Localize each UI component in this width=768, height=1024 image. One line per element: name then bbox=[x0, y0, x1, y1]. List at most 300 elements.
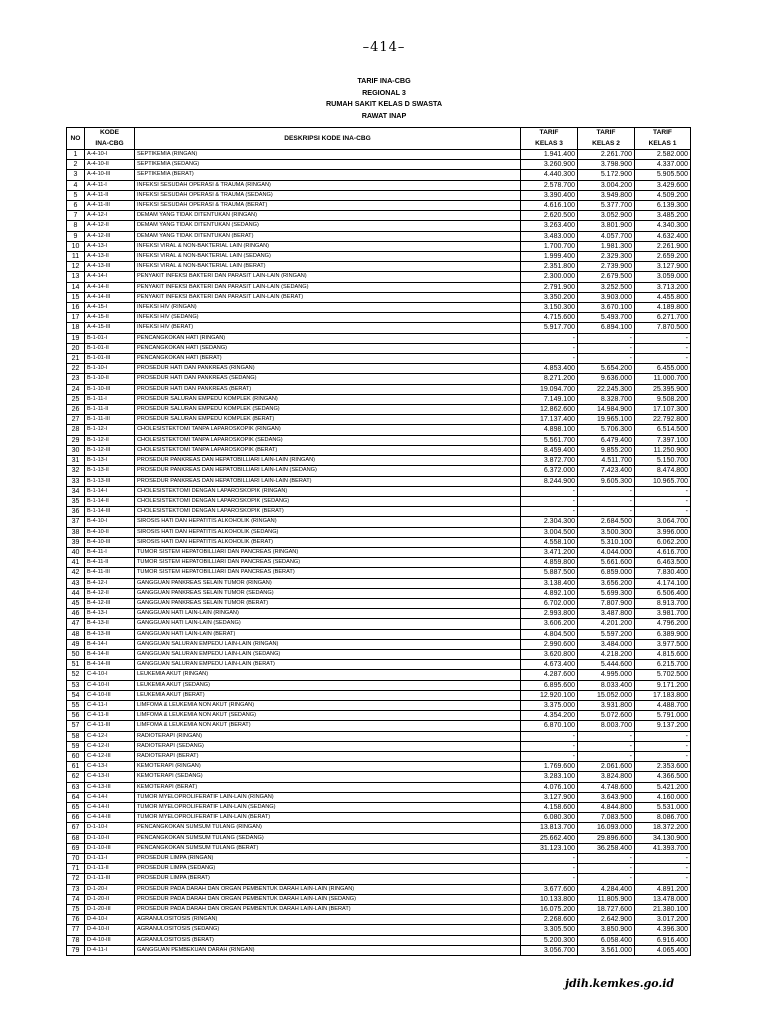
deskripsi: SIROSIS HATI DAN HEPATITIS ALKOHOLIK (BERAT) bbox=[135, 537, 521, 547]
tarif-kelas-3: 5.917.700 bbox=[521, 323, 578, 333]
tarif-kelas-1: 5.150.700 bbox=[635, 456, 691, 466]
header-kode: KODE bbox=[85, 128, 135, 139]
kode-ina-cbg: B-1-01-I bbox=[85, 333, 135, 343]
tarif-kelas-3: 3.004.500 bbox=[521, 527, 578, 537]
kode-ina-cbg: B-4-13-I bbox=[85, 609, 135, 619]
row-number: 76 bbox=[67, 915, 85, 925]
deskripsi: RADIOTERAPI (SEDANG) bbox=[135, 741, 521, 751]
tarif-kelas-1: 4.616.700 bbox=[635, 547, 691, 557]
kode-ina-cbg: B-4-10-III bbox=[85, 537, 135, 547]
deskripsi: RADIOTERAPI (BERAT) bbox=[135, 751, 521, 761]
table-row bbox=[67, 680, 691, 690]
row-number: 24 bbox=[67, 384, 85, 394]
row-number: 42 bbox=[67, 568, 85, 578]
table-row bbox=[67, 588, 691, 598]
deskripsi: GANGGUAN PANKREAS SELAIN TUMOR (RINGAN) bbox=[135, 578, 521, 588]
tarif-kelas-2: - bbox=[578, 864, 635, 874]
kode-ina-cbg: B-1-12-I bbox=[85, 425, 135, 435]
row-number: 67 bbox=[67, 823, 85, 833]
row-number: 63 bbox=[67, 782, 85, 792]
row-number: 71 bbox=[67, 864, 85, 874]
row-number: 41 bbox=[67, 558, 85, 568]
tarif-kelas-2: 6.859.000 bbox=[578, 568, 635, 578]
tarif-kelas-1: 7.397.100 bbox=[635, 435, 691, 445]
tarif-kelas-2: - bbox=[578, 874, 635, 884]
table-row bbox=[67, 211, 691, 221]
tarif-kelas-3: - bbox=[521, 496, 578, 506]
tarif-kelas-3: 3.677.600 bbox=[521, 884, 578, 894]
table-row bbox=[67, 639, 691, 649]
kode-ina-cbg: B-4-10-I bbox=[85, 517, 135, 527]
header-kelas1-sub: KELAS 1 bbox=[635, 139, 691, 150]
tarif-kelas-2: - bbox=[578, 854, 635, 864]
tarif-kelas-1: 5.531.000 bbox=[635, 803, 691, 813]
tarif-kelas-2: 3.004.200 bbox=[578, 180, 635, 190]
deskripsi: CHOLESISTEKTOMI TANPA LAPAROSKOPIK (RINGAN) bbox=[135, 425, 521, 435]
tarif-kelas-2: 11.805.900 bbox=[578, 894, 635, 904]
tarif-kelas-3: 3.606.200 bbox=[521, 619, 578, 629]
kode-ina-cbg: C-4-14-II bbox=[85, 803, 135, 813]
tarif-kelas-3: 17.137.400 bbox=[521, 415, 578, 425]
header-kelas2: TARIF bbox=[578, 128, 635, 139]
deskripsi: INFEKSI VIRAL & NON-BAKTERIAL LAIN (BERAT) bbox=[135, 262, 521, 272]
kode-ina-cbg: B-1-11-I bbox=[85, 394, 135, 404]
tarif-kelas-2: 3.801.900 bbox=[578, 221, 635, 231]
kode-ina-cbg: C-4-13-II bbox=[85, 772, 135, 782]
tarif-kelas-3: 5.887.500 bbox=[521, 568, 578, 578]
kode-ina-cbg: A-4-10-III bbox=[85, 170, 135, 180]
tarif-kelas-1: 3.981.700 bbox=[635, 609, 691, 619]
table-row bbox=[67, 435, 691, 445]
table-row bbox=[67, 619, 691, 629]
tarif-kelas-3: - bbox=[521, 731, 578, 741]
tarif-kelas-3: 3.872.700 bbox=[521, 456, 578, 466]
deskripsi: KEMOTERAPI (BERAT) bbox=[135, 782, 521, 792]
tarif-kelas-1: 18.372.200 bbox=[635, 823, 691, 833]
table-row bbox=[67, 190, 691, 200]
row-number: 44 bbox=[67, 588, 85, 598]
tarif-kelas-3: 2.578.700 bbox=[521, 180, 578, 190]
tarif-kelas-3: 4.158.600 bbox=[521, 803, 578, 813]
tarif-kelas-3: 3.375.000 bbox=[521, 700, 578, 710]
tarif-kelas-2: 5.310.100 bbox=[578, 537, 635, 547]
header-no: NO bbox=[67, 128, 85, 150]
deskripsi: CHOLESISTEKTOMI TANPA LAPAROSKOPIK (BERAT) bbox=[135, 445, 521, 455]
tarif-kelas-3: 4.287.600 bbox=[521, 670, 578, 680]
table-row bbox=[67, 751, 691, 761]
row-number: 75 bbox=[67, 905, 85, 915]
kode-ina-cbg: B-1-01-III bbox=[85, 354, 135, 364]
tarif-kelas-3: 1.700.700 bbox=[521, 241, 578, 251]
row-number: 11 bbox=[67, 252, 85, 262]
table-row bbox=[67, 180, 691, 190]
table-row bbox=[67, 843, 691, 853]
tarif-kelas-1: 4.796.200 bbox=[635, 619, 691, 629]
tarif-kelas-1: 4.632.400 bbox=[635, 231, 691, 241]
tarif-kelas-2: 7.083.500 bbox=[578, 813, 635, 823]
deskripsi: PROSEDUR PADA DARAH DAN ORGAN PEMBENTUK DARAH LAIN-LAIN (RINGAN) bbox=[135, 884, 521, 894]
tarif-kelas-1: 10.965.700 bbox=[635, 476, 691, 486]
deskripsi: DEMAM YANG TIDAK DITENTUKAN (RINGAN) bbox=[135, 211, 521, 221]
table-row bbox=[67, 670, 691, 680]
tarif-kelas-3: 4.558.100 bbox=[521, 537, 578, 547]
tarif-kelas-3: 3.138.400 bbox=[521, 578, 578, 588]
kode-ina-cbg: B-1-10-I bbox=[85, 364, 135, 374]
deskripsi: RADIOTERAPI (RINGAN) bbox=[135, 731, 521, 741]
tarif-kelas-3: 2.791.900 bbox=[521, 282, 578, 292]
row-number: 69 bbox=[67, 843, 85, 853]
kode-ina-cbg: A-4-10-I bbox=[85, 150, 135, 160]
tarif-kelas-2: 3.824.800 bbox=[578, 772, 635, 782]
tarif-kelas-3: 3.620.800 bbox=[521, 649, 578, 659]
tarif-kelas-1: 4.337.000 bbox=[635, 160, 691, 170]
deskripsi: TUMOR MYELOPROLIFERATIF LAIN-LAIN (BERAT) bbox=[135, 813, 521, 823]
tarif-kelas-3: 3.483.000 bbox=[521, 231, 578, 241]
page-number: –414– bbox=[362, 40, 406, 55]
tarif-kelas-3: - bbox=[521, 864, 578, 874]
row-number: 50 bbox=[67, 649, 85, 659]
table-row bbox=[67, 649, 691, 659]
kode-ina-cbg: D-1-10-I bbox=[85, 823, 135, 833]
kode-ina-cbg: B-4-10-II bbox=[85, 527, 135, 537]
tarif-kelas-3: 2.990.600 bbox=[521, 639, 578, 649]
row-number: 6 bbox=[67, 201, 85, 211]
kode-ina-cbg: B-1-11-II bbox=[85, 405, 135, 415]
tarif-kelas-1: 9.137.200 bbox=[635, 721, 691, 731]
kode-ina-cbg: A-4-14-I bbox=[85, 272, 135, 282]
kode-ina-cbg: C-4-14-III bbox=[85, 813, 135, 823]
deskripsi: PROSEDUR HATI DAN PANKREAS (RINGAN) bbox=[135, 364, 521, 374]
row-number: 58 bbox=[67, 731, 85, 741]
table-row bbox=[67, 343, 691, 353]
deskripsi: INFEKSI SESUDAH OPERASI & TRAUMA (RINGAN) bbox=[135, 180, 521, 190]
row-number: 16 bbox=[67, 303, 85, 313]
deskripsi: PENCANGKOKAN HATI (BERAT) bbox=[135, 354, 521, 364]
tarif-kelas-1: 2.261.900 bbox=[635, 241, 691, 251]
tarif-kelas-3: 2.351.800 bbox=[521, 262, 578, 272]
tarif-kelas-2: 8.033.400 bbox=[578, 680, 635, 690]
row-number: 3 bbox=[67, 170, 85, 180]
tarif-kelas-2: 2.739.900 bbox=[578, 262, 635, 272]
tarif-kelas-1: - bbox=[635, 741, 691, 751]
table-row bbox=[67, 731, 691, 741]
row-number: 39 bbox=[67, 537, 85, 547]
deskripsi: PROSEDUR SALURAN EMPEDU KOMPLEK (RINGAN) bbox=[135, 394, 521, 404]
tarif-kelas-1: 3.713.200 bbox=[635, 282, 691, 292]
kode-ina-cbg: B-1-01-II bbox=[85, 343, 135, 353]
tarif-kelas-1: 6.062.200 bbox=[635, 537, 691, 547]
kode-ina-cbg: D-4-11-I bbox=[85, 945, 135, 955]
tarif-kelas-1: - bbox=[635, 731, 691, 741]
kode-ina-cbg: D-1-20-II bbox=[85, 894, 135, 904]
kode-ina-cbg: A-4-11-I bbox=[85, 180, 135, 190]
tarif-kelas-3: - bbox=[521, 333, 578, 343]
tarif-kelas-3: 4.616.100 bbox=[521, 201, 578, 211]
tarif-kelas-1: 8.474.800 bbox=[635, 466, 691, 476]
table-row bbox=[67, 741, 691, 751]
row-number: 68 bbox=[67, 833, 85, 843]
tarif-kelas-1: 6.916.400 bbox=[635, 935, 691, 945]
table-row bbox=[67, 507, 691, 517]
tarif-kelas-3: 3.350.200 bbox=[521, 292, 578, 302]
row-number: 52 bbox=[67, 670, 85, 680]
table-row bbox=[67, 160, 691, 170]
tarif-kelas-2: - bbox=[578, 496, 635, 506]
tarif-kelas-2: 9.605.300 bbox=[578, 476, 635, 486]
tarif-kelas-1: - bbox=[635, 343, 691, 353]
row-number: 28 bbox=[67, 425, 85, 435]
tarif-kelas-1: 22.792.800 bbox=[635, 415, 691, 425]
tarif-kelas-1: 4.488.700 bbox=[635, 700, 691, 710]
tarif-kelas-1: 6.455.000 bbox=[635, 364, 691, 374]
table-row bbox=[67, 262, 691, 272]
tarif-kelas-2: 29.896.600 bbox=[578, 833, 635, 843]
table-row bbox=[67, 333, 691, 343]
table-row bbox=[67, 700, 691, 710]
kode-ina-cbg: C-4-12-III bbox=[85, 751, 135, 761]
kode-ina-cbg: A-4-15-I bbox=[85, 303, 135, 313]
kode-ina-cbg: C-4-10-III bbox=[85, 690, 135, 700]
row-number: 19 bbox=[67, 333, 85, 343]
table-row bbox=[67, 466, 691, 476]
row-number: 65 bbox=[67, 803, 85, 813]
deskripsi: CHOLESISTEKTOMI TANPA LAPAROSKOPIK (SEDANG) bbox=[135, 435, 521, 445]
tarif-kelas-1: - bbox=[635, 751, 691, 761]
table-row bbox=[67, 425, 691, 435]
row-number: 31 bbox=[67, 456, 85, 466]
title-line: REGIONAL 3 bbox=[362, 87, 406, 97]
deskripsi: TUMOR SISTEM HEPATOBILLIARI DAN PANCREAS (RINGAN) bbox=[135, 547, 521, 557]
deskripsi: LEUKEMIA AKUT (BERAT) bbox=[135, 690, 521, 700]
deskripsi: GANGGUAN PANKREAS SELAIN TUMOR (BERAT) bbox=[135, 598, 521, 608]
tarif-kelas-2: 3.252.500 bbox=[578, 282, 635, 292]
tarif-kelas-2: 3.484.000 bbox=[578, 639, 635, 649]
table-row bbox=[67, 629, 691, 639]
tarif-kelas-2: 7.423.400 bbox=[578, 466, 635, 476]
tarif-kelas-3: 4.853.400 bbox=[521, 364, 578, 374]
tarif-kelas-1: 4.189.800 bbox=[635, 303, 691, 313]
tarif-kelas-2: - bbox=[578, 741, 635, 751]
table-body bbox=[67, 150, 691, 956]
tarif-kelas-1: 2.659.200 bbox=[635, 252, 691, 262]
row-number: 72 bbox=[67, 874, 85, 884]
table-row bbox=[67, 854, 691, 864]
tarif-kelas-3: 2.268.600 bbox=[521, 915, 578, 925]
title-line: RUMAH SAKIT KELAS D SWASTA bbox=[325, 99, 443, 108]
deskripsi: LEUKEMIA AKUT (RINGAN) bbox=[135, 670, 521, 680]
deskripsi: INFEKSI HIV (SEDANG) bbox=[135, 313, 521, 323]
kode-ina-cbg: A-4-14-II bbox=[85, 282, 135, 292]
tarif-kelas-3: 4.354.200 bbox=[521, 711, 578, 721]
tarif-kelas-3: 6.372.000 bbox=[521, 466, 578, 476]
table-row bbox=[67, 292, 691, 302]
tarif-kelas-2: 19.965.100 bbox=[578, 415, 635, 425]
tarif-kelas-2: 7.807.900 bbox=[578, 598, 635, 608]
deskripsi: SEPTIKEMIA (RINGAN) bbox=[135, 150, 521, 160]
table-row bbox=[67, 547, 691, 557]
tarif-kelas-3: 3.471.200 bbox=[521, 547, 578, 557]
tarif-kelas-1: 13.478.000 bbox=[635, 894, 691, 904]
table-row bbox=[67, 925, 691, 935]
deskripsi: GANGGUAN PEMBEKUAN DARAH (RINGAN) bbox=[135, 945, 521, 955]
deskripsi: PENCANGKOKAN HATI (SEDANG) bbox=[135, 343, 521, 353]
tarif-kelas-3: 8.271.200 bbox=[521, 374, 578, 384]
tarif-kelas-3: 4.892.100 bbox=[521, 588, 578, 598]
deskripsi: CHOLESISTEKTOMI DENGAN LAPAROSKOPIK (RINGAN) bbox=[135, 486, 521, 496]
row-number: 53 bbox=[67, 680, 85, 690]
tarif-kelas-3: - bbox=[521, 354, 578, 364]
tarif-kelas-3: 3.263.400 bbox=[521, 221, 578, 231]
table-row bbox=[67, 303, 691, 313]
header-kode-sub: INA-CBG bbox=[85, 139, 135, 150]
tarif-kelas-3: 1.941.400 bbox=[521, 150, 578, 160]
tarif-kelas-1: 4.891.200 bbox=[635, 884, 691, 894]
deskripsi: TUMOR SISTEM HEPATOBILLIARI DAN PANCREAS (BERAT) bbox=[135, 568, 521, 578]
table-row bbox=[67, 313, 691, 323]
deskripsi: CHOLESISTEKTOMI DENGAN LAPAROSKOPIK (SEDANG) bbox=[135, 496, 521, 506]
row-number: 8 bbox=[67, 221, 85, 231]
tarif-kelas-1: 9.171.200 bbox=[635, 680, 691, 690]
kode-ina-cbg: A-4-12-II bbox=[85, 221, 135, 231]
table-row bbox=[67, 894, 691, 904]
kode-ina-cbg: D-1-10-III bbox=[85, 843, 135, 853]
row-number: 17 bbox=[67, 313, 85, 323]
deskripsi: GANGGUAN SALURAN EMPEDU LAIN-LAIN (SEDANG) bbox=[135, 649, 521, 659]
tarif-kelas-1: 17.107.300 bbox=[635, 405, 691, 415]
tarif-kelas-1: 4.396.300 bbox=[635, 925, 691, 935]
tarif-kelas-3: 5.200.300 bbox=[521, 935, 578, 945]
kode-ina-cbg: C-4-11-III bbox=[85, 721, 135, 731]
tarif-kelas-2: 6.894.100 bbox=[578, 323, 635, 333]
table-row bbox=[67, 772, 691, 782]
kode-ina-cbg: B-4-11-I bbox=[85, 547, 135, 557]
table-row bbox=[67, 884, 691, 894]
tarif-kelas-3: 2.300.000 bbox=[521, 272, 578, 282]
kode-ina-cbg: B-4-13-III bbox=[85, 629, 135, 639]
tarif-kelas-1: 8.086.700 bbox=[635, 813, 691, 823]
tarif-kelas-1: 3.977.500 bbox=[635, 639, 691, 649]
deskripsi: GANGGUAN SALURAN EMPEDU LAIN-LAIN (BERAT) bbox=[135, 660, 521, 670]
tarif-kelas-2: 3.487.800 bbox=[578, 609, 635, 619]
tariff-table bbox=[66, 127, 691, 956]
table-row bbox=[67, 170, 691, 180]
deskripsi: PROSEDUR PADA DARAH DAN ORGAN PEMBENTUK DARAH LAIN-LAIN (SEDANG) bbox=[135, 894, 521, 904]
kode-ina-cbg: A-4-15-III bbox=[85, 323, 135, 333]
table-row bbox=[67, 609, 691, 619]
row-number: 20 bbox=[67, 343, 85, 353]
tarif-kelas-2: 4.844.800 bbox=[578, 803, 635, 813]
table-row bbox=[67, 660, 691, 670]
tarif-kelas-1: 4.065.400 bbox=[635, 945, 691, 955]
tarif-kelas-1: 7.870.500 bbox=[635, 323, 691, 333]
table-row bbox=[67, 721, 691, 731]
tarif-kelas-2: 5.172.900 bbox=[578, 170, 635, 180]
tarif-kelas-2: 15.052.000 bbox=[578, 690, 635, 700]
tarif-kelas-2: - bbox=[578, 333, 635, 343]
tarif-kelas-2: 4.511.700 bbox=[578, 456, 635, 466]
tarif-kelas-1: 4.366.500 bbox=[635, 772, 691, 782]
tarif-kelas-1: 2.353.600 bbox=[635, 762, 691, 772]
kode-ina-cbg: C-4-10-II bbox=[85, 680, 135, 690]
tarif-kelas-1: 3.017.200 bbox=[635, 915, 691, 925]
deskripsi: SIROSIS HATI DAN HEPATITIS ALKOHOLIK (SEDANG) bbox=[135, 527, 521, 537]
tarif-kelas-2: 5.377.700 bbox=[578, 201, 635, 211]
deskripsi: TUMOR SISTEM HEPATOBILLIARI DAN PANCREAS (SEDANG) bbox=[135, 558, 521, 568]
tarif-kelas-3: 3.056.700 bbox=[521, 945, 578, 955]
table-row bbox=[67, 272, 691, 282]
deskripsi: PROSEDUR LIMPA (SEDANG) bbox=[135, 864, 521, 874]
row-number: 32 bbox=[67, 466, 85, 476]
title-line: RAWAT INAP bbox=[361, 110, 407, 120]
kode-ina-cbg: A-4-12-III bbox=[85, 231, 135, 241]
tarif-kelas-1: 3.059.000 bbox=[635, 272, 691, 282]
tarif-kelas-1: 25.395.900 bbox=[635, 384, 691, 394]
deskripsi: CHOLESISTEKTOMI DENGAN LAPAROSKOPIK (BERAT) bbox=[135, 507, 521, 517]
table-row bbox=[67, 364, 691, 374]
tarif-kelas-3: 3.260.900 bbox=[521, 160, 578, 170]
tarif-kelas-3: 6.702.000 bbox=[521, 598, 578, 608]
deskripsi: PROSEDUR LIMPA (BERAT) bbox=[135, 874, 521, 884]
kode-ina-cbg: D-1-11-I bbox=[85, 854, 135, 864]
kode-ina-cbg: D-4-10-III bbox=[85, 935, 135, 945]
table-row bbox=[67, 568, 691, 578]
tarif-kelas-2: 22.245.300 bbox=[578, 384, 635, 394]
header-kelas3: TARIF bbox=[521, 128, 578, 139]
row-number: 37 bbox=[67, 517, 85, 527]
document-titles bbox=[0, 75, 768, 121]
kode-ina-cbg: B-1-14-I bbox=[85, 486, 135, 496]
row-number: 73 bbox=[67, 884, 85, 894]
kode-ina-cbg: B-4-13-II bbox=[85, 619, 135, 629]
deskripsi: PENCANGKOKAN SUMSUM TULANG (BERAT) bbox=[135, 843, 521, 853]
row-number: 77 bbox=[67, 925, 85, 935]
tarif-kelas-2: 3.798.900 bbox=[578, 160, 635, 170]
deskripsi: KEMOTERAPI (SEDANG) bbox=[135, 772, 521, 782]
tarif-kelas-3: 4.715.600 bbox=[521, 313, 578, 323]
tarif-kelas-3: 3.283.100 bbox=[521, 772, 578, 782]
tarif-kelas-3: 4.673.400 bbox=[521, 660, 578, 670]
kode-ina-cbg: D-1-10-II bbox=[85, 833, 135, 843]
deskripsi: PROSEDUR PANKREAS DAN HEPATOBILLIARI LAIN-LAIN (SEDANG) bbox=[135, 466, 521, 476]
tarif-kelas-3: 31.123.100 bbox=[521, 843, 578, 853]
kode-ina-cbg: A-4-13-II bbox=[85, 252, 135, 262]
row-number: 47 bbox=[67, 619, 85, 629]
table-row bbox=[67, 792, 691, 802]
tarif-kelas-1: - bbox=[635, 496, 691, 506]
tarif-kelas-2: - bbox=[578, 751, 635, 761]
table-row bbox=[67, 527, 691, 537]
deskripsi: GANGGUAN HATI LAIN-LAIN (SEDANG) bbox=[135, 619, 521, 629]
kode-ina-cbg: B-4-11-II bbox=[85, 558, 135, 568]
tarif-kelas-3: - bbox=[521, 741, 578, 751]
deskripsi: INFEKSI VIRAL & NON-BAKTERIAL LAIN (RINGAN) bbox=[135, 241, 521, 251]
row-number: 25 bbox=[67, 394, 85, 404]
tarif-kelas-1: - bbox=[635, 486, 691, 496]
tarif-kelas-2: 5.661.600 bbox=[578, 558, 635, 568]
row-number: 2 bbox=[67, 160, 85, 170]
tarif-kelas-1: - bbox=[635, 354, 691, 364]
tarif-kelas-2: 2.642.900 bbox=[578, 915, 635, 925]
row-number: 29 bbox=[67, 435, 85, 445]
row-number: 10 bbox=[67, 241, 85, 251]
deskripsi: PROSEDUR PADA DARAH DAN ORGAN PEMBENTUK DARAH LAIN-LAIN (BERAT) bbox=[135, 905, 521, 915]
tarif-kelas-2: 2.061.600 bbox=[578, 762, 635, 772]
row-number: 46 bbox=[67, 609, 85, 619]
row-number: 48 bbox=[67, 629, 85, 639]
tarif-kelas-3: 7.149.100 bbox=[521, 394, 578, 404]
row-number: 9 bbox=[67, 231, 85, 241]
deskripsi: PROSEDUR LIMPA (RINGAN) bbox=[135, 854, 521, 864]
